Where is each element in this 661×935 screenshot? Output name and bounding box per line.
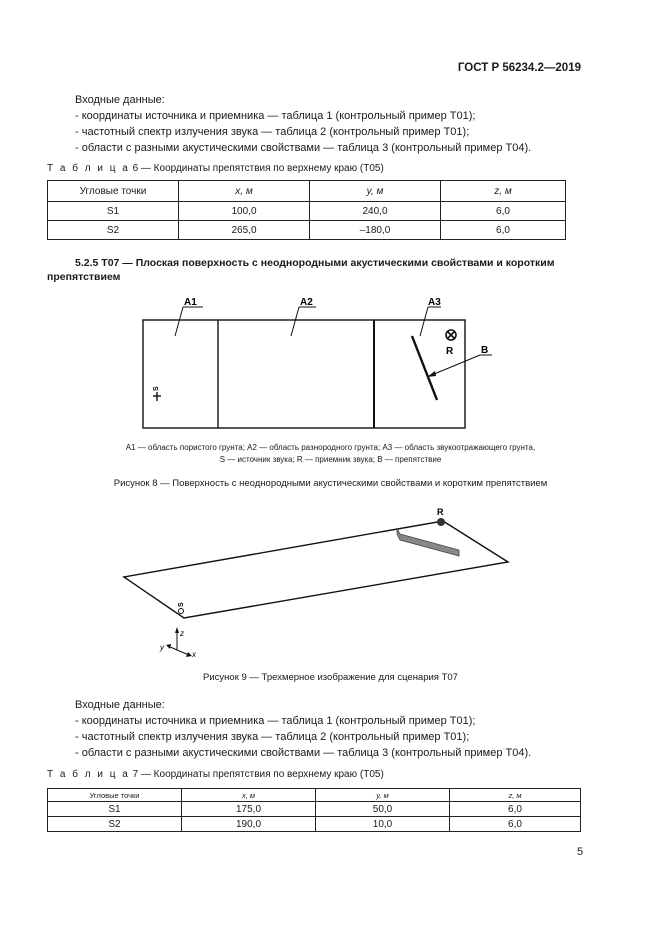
input-data-block-2: [75, 697, 531, 761]
input-data-item: - области с разными акустическими свойствами — таблица 3 (контрольный пример Т04).: [75, 142, 532, 154]
barrier-arrowhead: [427, 371, 436, 377]
table-header-row: [48, 181, 566, 202]
a1-label: A1: [184, 297, 197, 308]
page-number: 5: [577, 846, 584, 858]
column-header: z, м: [450, 789, 581, 802]
figure-9-caption: Рисунок 9 — Трехмерное изображение для сценария Т07: [203, 672, 458, 683]
table-row: [48, 817, 581, 832]
table-row: [48, 202, 566, 221]
table-cell: S2: [48, 817, 182, 832]
section-heading: [75, 256, 585, 270]
column-header: z, м: [441, 181, 566, 202]
source-marker: [179, 609, 184, 614]
figure-9-diagram: [0, 500, 661, 665]
figure-8-legend: [40, 442, 621, 466]
a3-leader: [420, 307, 428, 336]
table-cell: 6,0: [450, 817, 581, 832]
s-label: S: [178, 602, 185, 607]
table-cell: 10,0: [316, 817, 450, 832]
receiver-marker: [437, 518, 445, 526]
b-label: B: [481, 345, 489, 356]
a1-leader: [175, 307, 183, 336]
document-id: ГОСТ Р 56234.2—2019: [457, 62, 581, 74]
s-label: S: [153, 386, 160, 391]
table-title: 7 — Координаты препятствия по верхнему краю (Т05): [132, 769, 384, 780]
a2-label: A2: [300, 297, 313, 308]
section-title: Т07 — Плоская поверхность с неоднородными акустическими свойствами и коротким: [101, 257, 555, 269]
figure-8-diagram: [0, 290, 661, 440]
legend-line: S — источник звука; R — приемник звука; B — препятствие: [219, 455, 442, 464]
table-cell: 6,0: [441, 221, 566, 240]
column-header: Угловые точки: [48, 181, 179, 202]
table-7-caption: [47, 769, 384, 780]
input-data-item: - координаты источника и приемника — таблица 1 (контрольный пример Т01);: [75, 715, 476, 727]
section-number: 5.2.5: [75, 257, 99, 269]
a3-label: A3: [428, 297, 441, 308]
table-cell: 240,0: [310, 202, 441, 221]
column-header: y, м: [310, 181, 441, 202]
column-header: x, м: [179, 181, 310, 202]
legend-line: А1 — область пористого грунта; А2 — область разнородного грунта; А3 — область звукоотражающего грунта,: [125, 443, 536, 452]
table-7: [47, 788, 581, 832]
input-data-title: Входные данные:: [75, 699, 165, 711]
section-title-continuation: препятствием: [47, 271, 121, 283]
table-header-row: [48, 789, 581, 802]
input-data-block-1: [75, 92, 531, 156]
table-cell: 100,0: [179, 202, 310, 221]
r-label: R: [437, 507, 444, 517]
table-row: [48, 802, 581, 817]
input-data-item: - координаты источника и приемника — таблица 1 (контрольный пример Т01);: [75, 110, 476, 122]
table-label: Т а б л и ц а: [47, 163, 130, 174]
table-cell: 265,0: [179, 221, 310, 240]
table-label: Т а б л и ц а: [47, 769, 130, 780]
y-axis-label: y: [160, 643, 164, 652]
input-data-item: - области с разными акустическими свойствами — таблица 3 (контрольный пример Т04).: [75, 747, 532, 759]
table-cell: 175,0: [182, 802, 316, 817]
a2-leader: [291, 307, 299, 336]
table-cell: 190,0: [182, 817, 316, 832]
input-data-item: - частотный спектр излучения звука — таблица 2 (контрольный пример Т01);: [75, 126, 470, 138]
column-header: x, м: [182, 789, 316, 802]
r-label: R: [446, 346, 454, 357]
figure-8-caption: Рисунок 8 — Поверхность с неоднородными акустическими свойствами и коротким препятствием: [113, 478, 548, 489]
table-cell: 6,0: [450, 802, 581, 817]
table-cell: 50,0: [316, 802, 450, 817]
z-axis-label: z: [180, 629, 184, 638]
input-data-title: Входные данные:: [75, 94, 165, 106]
barrier: [412, 336, 437, 400]
barrier-3d: [397, 528, 459, 556]
table-6: [47, 180, 566, 240]
table-6-caption: [47, 163, 384, 174]
column-header: y, м: [316, 789, 450, 802]
x-axis-label: x: [192, 650, 196, 659]
input-data-item: - частотный спектр излучения звука — таблица 2 (контрольный пример Т01);: [75, 731, 470, 743]
table-cell: S2: [48, 221, 179, 240]
ground-surface-outline: [143, 320, 465, 428]
table-cell: 6,0: [441, 202, 566, 221]
table-cell: S1: [48, 202, 179, 221]
table-cell: S1: [48, 802, 182, 817]
table-title: 6 — Координаты препятствия по верхнему краю (Т05): [132, 163, 384, 174]
table-row: [48, 221, 566, 240]
column-header: Угловые точки: [48, 789, 182, 802]
table-cell: –180,0: [310, 221, 441, 240]
